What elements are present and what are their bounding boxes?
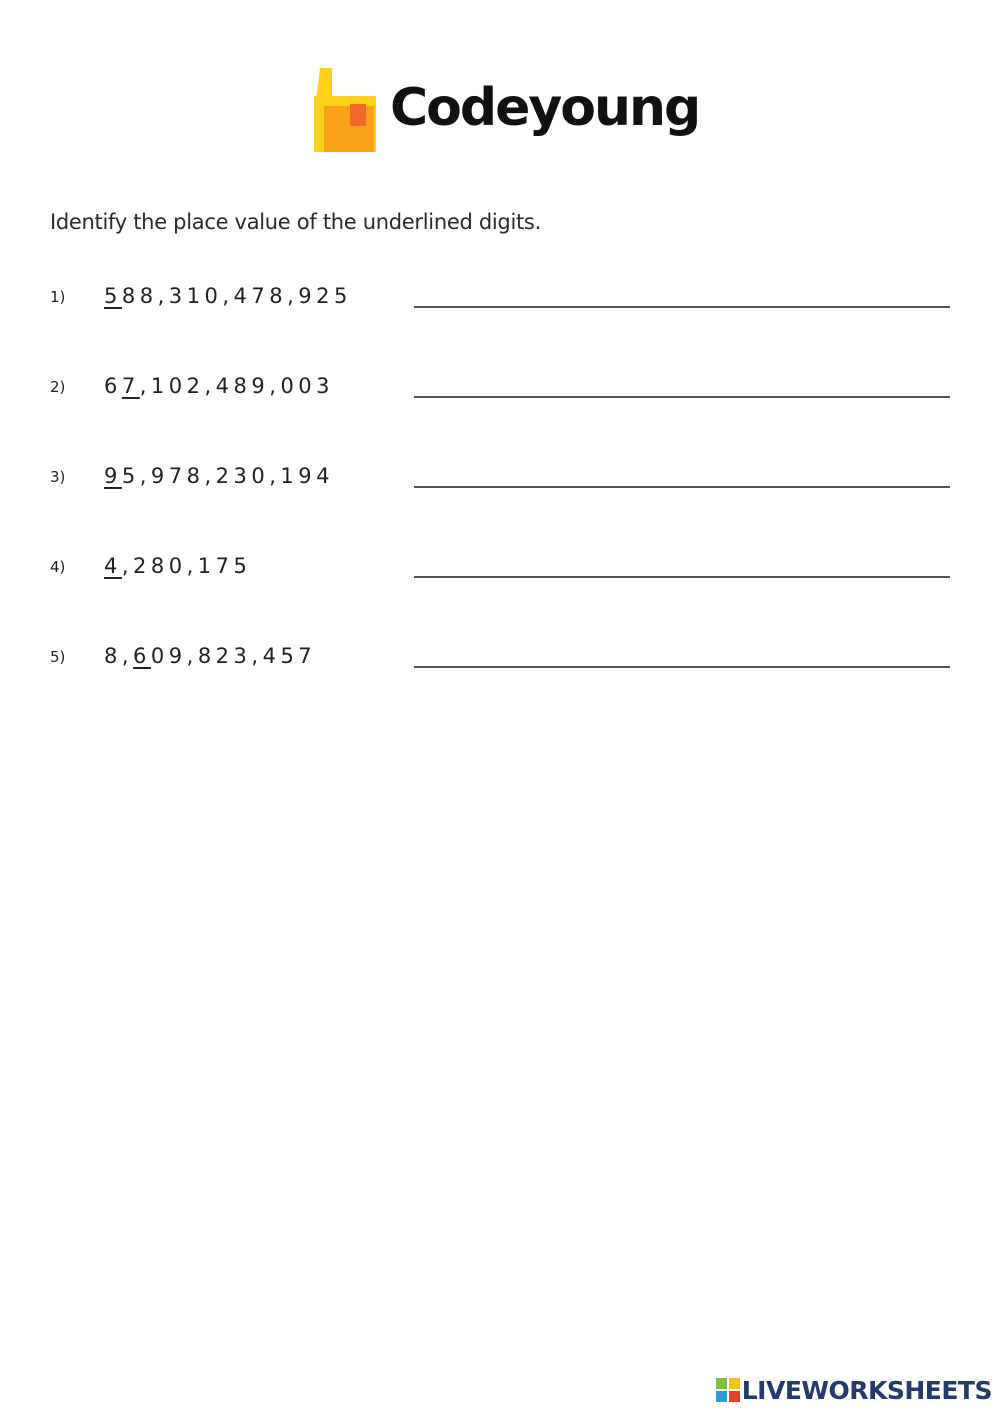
question-value: [104, 554, 251, 578]
answer-input-1[interactable]: [414, 306, 950, 308]
answer-input-3[interactable]: [414, 486, 950, 488]
answer-input-5[interactable]: [414, 666, 950, 668]
value-before: 6: [104, 374, 122, 398]
question-number: 1): [50, 288, 66, 306]
codeyoung-logo: [314, 66, 704, 166]
question-number: 5): [50, 648, 66, 666]
answer-input-4[interactable]: [414, 576, 950, 578]
instructions-text: Identify the place value of the underlined digits.: [50, 210, 541, 234]
underlined-digit: 9: [104, 464, 122, 488]
answer-input-2[interactable]: [414, 396, 950, 398]
question-value: [104, 464, 334, 488]
liveworksheets-watermark: [716, 1375, 992, 1405]
question-value: [104, 284, 352, 308]
underlined-digit: 7: [121, 374, 140, 398]
question-1: [0, 284, 1000, 324]
value-after: 88,310,478,925: [121, 284, 352, 308]
value-after: ,102,489,003: [139, 374, 335, 398]
question-2: [0, 374, 1000, 414]
underlined-digit: 5: [104, 284, 122, 308]
value-after: 5,978,230,194: [121, 464, 335, 488]
liveworksheets-text: LIVEWORKSHEETS: [741, 1375, 992, 1405]
question-3: [0, 464, 1000, 504]
value-after: 09,823,457: [150, 644, 317, 668]
brand-name: Codeyoung: [390, 78, 700, 138]
value-after: ,280,175: [121, 554, 252, 578]
question-value: [104, 374, 334, 398]
underlined-digit: 4: [104, 554, 122, 578]
liveworksheets-logo-icon: [716, 1378, 740, 1402]
codeyoung-logo-mark-icon: [314, 66, 378, 154]
question-number: 4): [50, 558, 66, 576]
value-before: 8,: [104, 644, 134, 668]
question-4: [0, 554, 1000, 594]
question-number: 3): [50, 468, 66, 486]
underlined-digit: 6: [133, 644, 151, 668]
question-number: 2): [50, 378, 66, 396]
question-5: [0, 644, 1000, 684]
question-value: [104, 644, 316, 668]
